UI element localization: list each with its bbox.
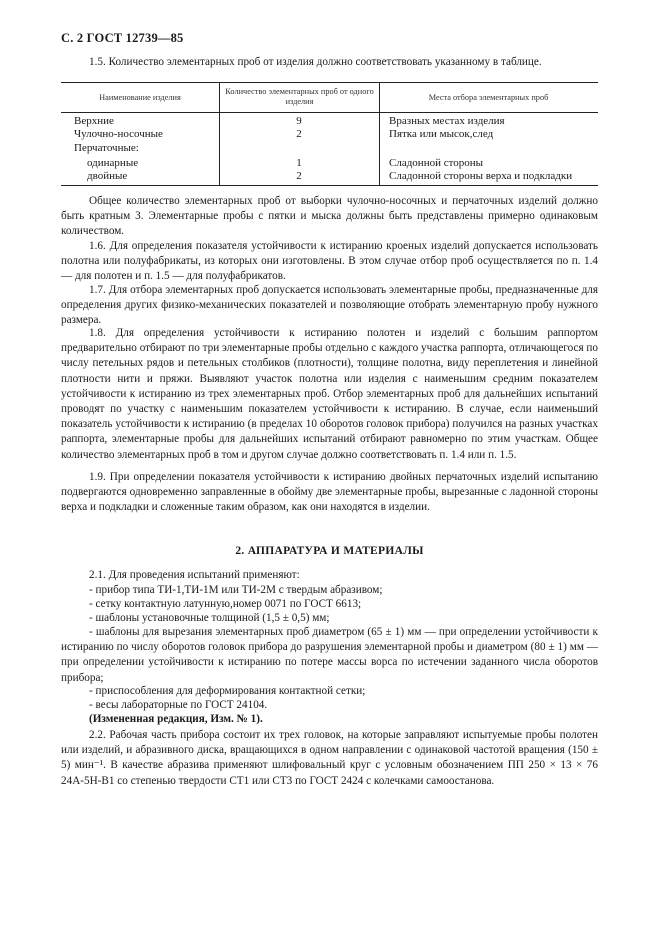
paragraph-1-9: 1.9. При определении показателя устойчивости к истиранию двойных перчаточных изделий испытанию подвергаются одновременно заправленные в обойму две элементарные пробы, вырезанные с ладонной стороны верха и подкладки и сложенные таким образом, как они находятся в изделии. [61, 471, 598, 514]
table-cell: Чулочно-носочные [74, 128, 163, 140]
section-heading: 2. АППАРАТУРА И МАТЕРИАЛЫ [235, 545, 424, 557]
table-header-border [61, 112, 598, 113]
table-cell: Сладонной стороны [389, 157, 484, 169]
paragraph-1-5: 1.5. Количество элементарных проб от изделия должно соответствовать указанному в таблице. [89, 56, 542, 68]
list-item: - сетку контактную латунную,номер 0071 по ГОСТ 6613; [89, 598, 362, 610]
page-header: С. 2 ГОСТ 12739—85 [61, 31, 184, 45]
paragraph-1-8: 1.8. Для определения устойчивости к истиранию полотен и изделий с большим раппортом предварительно отбирают по три элементарные пробы отдельно с каждого участка раппорта, отличающегося по числу петельных рядов и петельных столбиков (плотности), толщине полотна, виду переплетения и линейной плотности нити и пряжи. Выявляют участок полотна или изделия с наименьшим средним показателем устойчивости к истиранию из трех элементарных проб. Отбор элементарных проб для дальнейших испытаний проводят по участку с наименьшим показателем устойчивости к истиранию. В случае, если наименьший показатель устойчивости к истиранию (в пределах 10 оборотов головок прибора) получился на разных участках раппорта, элементарные пробы для дальнейших испытаний отбирают равномерно по этим участкам. Общее количество элементарных проб в том и другом случае должно соответствовать п. 1.4 или п. 1.5. [61, 327, 598, 461]
list-item-templates: - шаблоны для вырезания элементарных проб диаметром (65 ± 1) мм — при определении устойчивости к истиранию по числу оборотов головок прибора до разрушения элементарной пробы и диаметром (80 ± 1) мм — при определении устойчивости к истиранию по потере массы ворса по истечении заданного числа оборотов прибора; [61, 626, 598, 684]
list-item: - весы лабораторные по ГОСТ 24104. [89, 699, 268, 711]
table-cell: двойные [87, 170, 128, 182]
table-cell: 2 [296, 128, 302, 140]
list-item: - приспособления для деформирования контактной сетки; [89, 685, 366, 697]
amendment-note: (Измененная редакция, Изм. № 1). [89, 713, 263, 725]
list-item: - шаблоны установочные толщиной (1,5 ± 0,5) мм; [89, 612, 330, 624]
paragraph-2-2: 2.2. Рабочая часть прибора состоит их трех головок, на которые заправляют испытуемые пробы полотен или изделий, и абразивного диска, вращающихся в одном направлении с одинаковой частотой вращения (150 ± 5) мин⁻¹. В качестве абразива применяют шлифовальный круг с условным обозначением ПП 250 × 13 × 76 24А-5Н-В1 со степенью твердости СТ1 или СТ3 по ГОСТ 2424 с колечками самоостанова. [61, 729, 598, 787]
sampling-table [61, 82, 598, 186]
table-cell: одинарные [87, 157, 139, 169]
table-header-places: Места отбора элементарных проб [428, 93, 549, 102]
table-top-border [61, 82, 598, 83]
list-item: - прибор типа ТИ-1,ТИ-1М или ТИ-2М с твердым абразивом; [89, 584, 383, 596]
paragraph-total: Общее количество элементарных проб от выборки чулочно-носочных и перчаточных изделий должно быть кратным 3. Элементарные пробы с пятки и мыска должны быть представлены примерно одинаковым количеством. [61, 195, 598, 238]
paragraph-1-7: 1.7. Для отбора элементарных проб допускается использовать элементарные пробы, предназначенные для определения других физико-механических показателей и позволяющие отобрать элементарную пробу нужного размера. [61, 284, 598, 327]
table-header-name: Наименование изделия [99, 93, 181, 102]
table-cell: 9 [296, 115, 302, 127]
paragraph-2-1: 2.1. Для проведения испытаний применяют: [89, 569, 300, 581]
table-cell: Пятка или мысок,след [389, 128, 494, 140]
table-header-count: Количество элементарных проб от одного изделия [225, 87, 374, 106]
table-cell: 1 [296, 157, 302, 169]
paragraph-1-6: 1.6. Для определения показателя устойчивости к истиранию кроеных изделий допускается использовать полотна или полуфабрикаты, из которых они изготовлены. В этом случае отбор проб осуществляется по п. 1.4 — для полотен и п. 1.5 — для полуфабрикатов. [61, 240, 598, 283]
table-cell: Сладонной стороны верха и подкладки [389, 170, 573, 182]
table-cell: 2 [296, 170, 302, 182]
table-cell: Верхние [74, 115, 114, 127]
table-cell: Вразных местах изделия [389, 115, 505, 127]
table-bottom-border [61, 185, 598, 186]
table-cell: Перчаточные: [74, 142, 139, 154]
